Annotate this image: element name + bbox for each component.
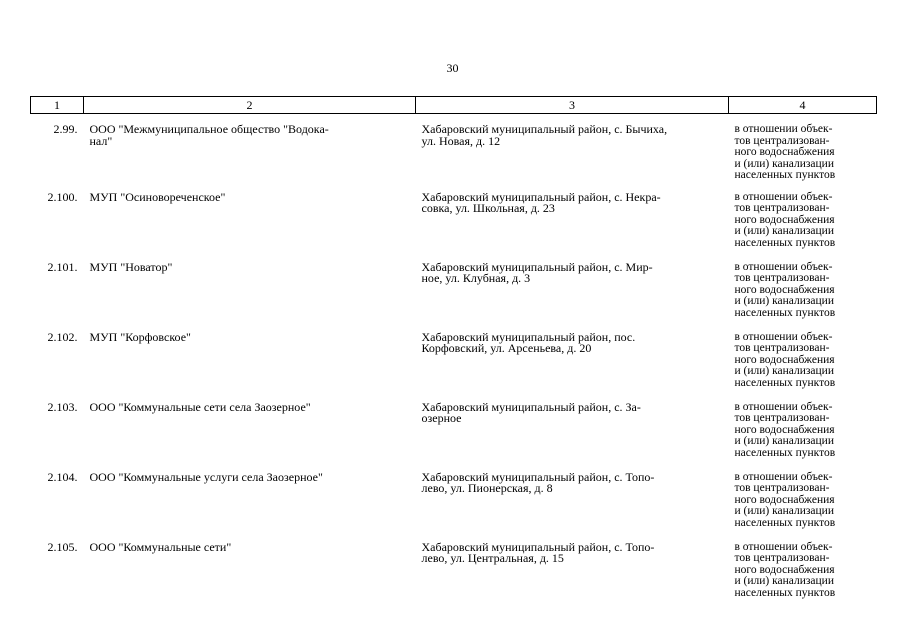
address-line: Хабаровский муниципальный район, с. Мир- [421,259,653,274]
header-row [31,97,877,114]
service-scope-line: и (или) канализации [734,435,834,448]
organization-address [416,469,729,542]
table-row [31,402,877,472]
service-scope-line: в отношении объек- [734,330,833,343]
organization-name-line: ООО "Коммунальные услуги села Заозерное" [89,469,323,484]
service-scope-line: в отношении объек- [734,400,833,413]
service-scope-line: населенных пунктов [734,516,836,529]
service-scope-line: и (или) канализации [734,505,834,518]
service-scope-line: ного водоснабжения [734,563,835,576]
service-scope-line: ного водоснабжения [734,353,835,366]
address-line: озерное [421,411,462,426]
service-scope-line: тов централизован- [734,342,830,355]
organization-name [84,399,416,472]
address-line: ное, ул. Клубная, д. 3 [421,271,531,286]
table-header [31,97,877,114]
row-number: 2.101. [47,259,78,274]
service-scope-line: ного водоснабжения [734,283,835,296]
row-number: 2.103. [47,399,78,414]
page-number: 30 [446,61,459,75]
service-scope-line: населенных пунктов [734,236,836,249]
header-col-4: 4 [729,97,877,114]
service-scope-line: ного водоснабжения [734,213,835,226]
row-number: 2.100. [47,189,78,204]
organization-address [416,329,729,402]
table-row [31,542,877,612]
service-scope [729,472,877,542]
organization-name [84,469,416,542]
address-line: Хабаровский муниципальный район, с. За- [421,399,641,414]
row-number: 2.104. [47,469,78,484]
organization-name [84,539,416,612]
service-scope-line: населенных пунктов [734,169,836,182]
service-scope-line: в отношении объек- [734,470,833,483]
service-scope-line: в отношении объек- [734,540,833,553]
table-body [31,114,877,612]
table-row [31,262,877,332]
address-line: Хабаровский муниципальный район, пос. [421,329,636,344]
service-scope-line: ного водоснабжения [734,146,835,159]
service-scope-line: населенных пунктов [734,446,836,459]
service-scope-line: населенных пунктов [734,376,836,389]
service-scope [729,114,877,192]
organization-address [416,259,729,332]
service-scope-line: и (или) канализации [734,295,834,308]
service-scope [729,542,877,612]
service-scope-line: тов централизован- [734,552,830,565]
organization-address [416,189,729,262]
organization-name-line: МУП "Новатор" [89,259,173,274]
table-row [31,114,877,192]
header-col-2: 2 [84,97,416,114]
service-scope-line: тов централизован- [734,412,830,425]
service-scope-line: и (или) канализации [734,225,834,238]
table-row [31,332,877,402]
organization-name-line: нал" [89,133,113,148]
service-scope-line: и (или) канализации [734,157,834,170]
address-line: Хабаровский муниципальный район, с. Топо- [421,539,655,554]
service-scope-line: ного водоснабжения [734,423,835,436]
service-scope-line: ного водоснабжения [734,493,835,506]
service-scope-line: тов централизован- [734,482,830,495]
organization-name-line: МУП "Корфовское" [89,329,191,344]
service-scope [729,332,877,402]
service-scope-line: в отношении объек- [734,123,833,135]
address-line: совка, ул. Школьная, д. 23 [421,201,555,216]
address-line: Хабаровский муниципальный район, с. Топо- [421,469,655,484]
organization-address [416,399,729,472]
organization-address [416,539,729,612]
row-number: 2.99. [53,122,78,136]
organization-name-line: ООО "Коммунальные сети села Заозерное" [89,399,311,414]
service-scope [729,262,877,332]
address-line: ул. Новая, д. 12 [421,133,501,148]
organization-name [84,114,416,192]
service-scope-line: в отношении объек- [734,190,833,203]
registry-table [30,96,877,612]
row-number: 2.102. [47,329,78,344]
service-scope-line: тов централизован- [734,202,830,215]
organization-name [84,189,416,262]
service-scope [729,192,877,262]
organization-name-line: ООО "Межмуниципальное общество "Водока- [89,122,329,136]
organization-name-line: МУП "Осиновореченское" [89,189,226,204]
service-scope-line: населенных пунктов [734,586,836,599]
address-line: Корфовский, ул. Арсеньева, д. 20 [421,341,592,356]
service-scope [729,402,877,472]
table-row [31,472,877,542]
organization-address [416,114,729,192]
organization-name [84,329,416,402]
header-col-3: 3 [416,97,729,114]
service-scope-line: тов централизован- [734,134,830,147]
address-line: Хабаровский муниципальный район, с. Бычиха, [421,122,668,136]
organization-name-line: ООО "Коммунальные сети" [89,539,232,554]
address-line: лево, ул. Центральная, д. 15 [421,551,564,566]
address-line: Хабаровский муниципальный район, с. Некра- [421,189,661,204]
service-scope-line: и (или) канализации [734,575,834,588]
address-line: лево, ул. Пионерская, д. 8 [421,481,553,496]
row-number: 2.105. [47,539,78,554]
service-scope-line: населенных пунктов [734,306,836,319]
organization-name [84,259,416,332]
header-col-1: 1 [31,97,84,114]
service-scope-line: в отношении объек- [734,260,833,273]
service-scope-line: и (или) канализации [734,365,834,378]
table-row [31,192,877,262]
service-scope-line: тов централизован- [734,272,830,285]
